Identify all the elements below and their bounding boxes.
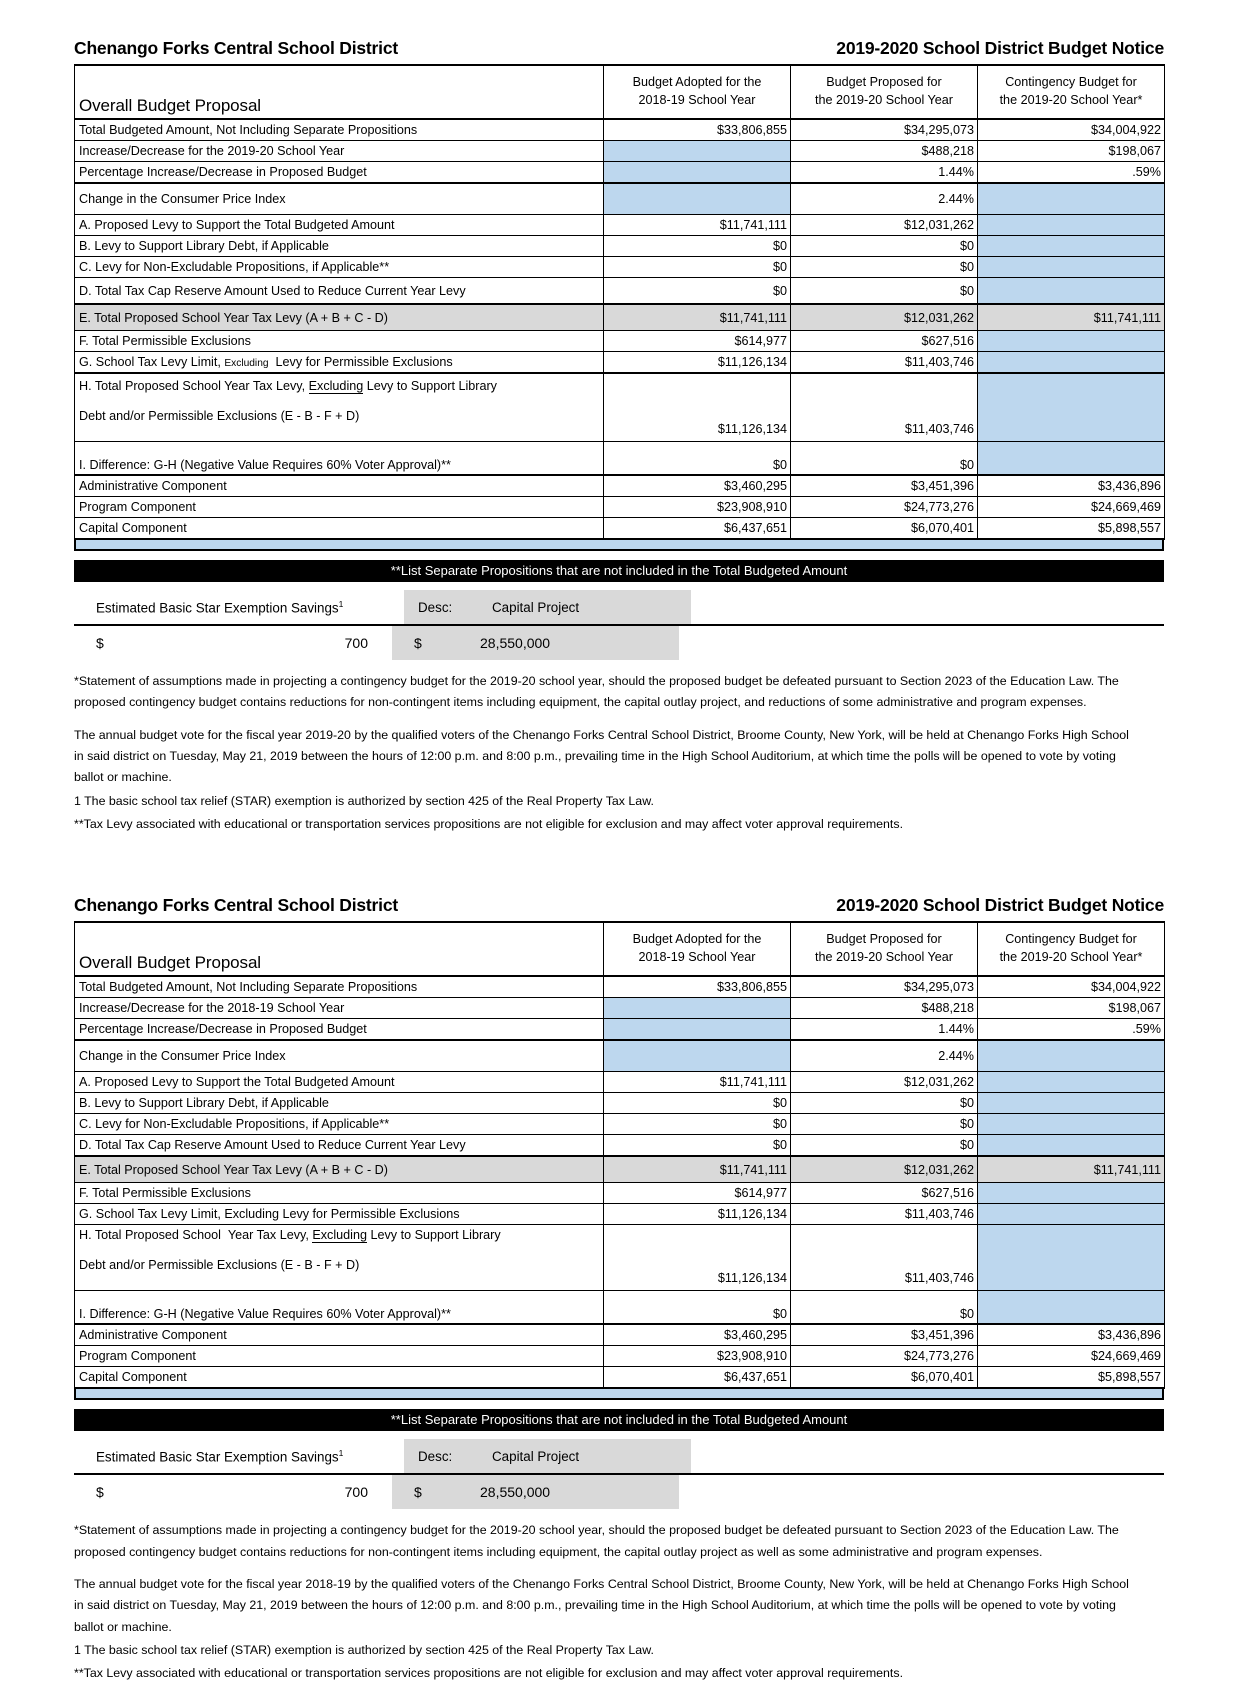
table-row [75, 1204, 1165, 1225]
row-value-adopted: $0 [604, 1093, 791, 1114]
row-value-adopted: $614,977 [604, 331, 791, 352]
row-value-proposed: 1.44% [791, 1019, 978, 1041]
star-amount-2: 700 [344, 1484, 368, 1501]
col-header-adopted [604, 65, 791, 119]
col-header-proposed-line1: Budget Proposed for [826, 75, 942, 90]
row-value-contingency [978, 236, 1165, 257]
table-row [75, 1346, 1165, 1367]
row-value-contingency: $198,067 [978, 141, 1165, 162]
table-row [75, 304, 1165, 331]
row-label: Capital Component [75, 518, 604, 540]
row-value-contingency [978, 1072, 1165, 1093]
table-row [75, 1324, 1165, 1346]
row-value-proposed: $488,218 [791, 141, 978, 162]
col-header-proposed [791, 65, 978, 119]
desc-amount: 28,550,000 [480, 635, 551, 651]
row-value-adopted [604, 998, 791, 1019]
row-value-proposed: $12,031,262 [791, 304, 978, 331]
row-value-proposed: $3,451,396 [791, 1324, 978, 1346]
budget-notice-section-1 [74, 38, 1164, 835]
row-value-adopted: $6,437,651 [604, 1367, 791, 1389]
desc-box-value-2 [392, 1475, 679, 1509]
row-label [75, 1225, 604, 1291]
row-value-contingency [978, 1093, 1165, 1114]
row-value-contingency [978, 1183, 1165, 1204]
col-header-adopted-2 [604, 922, 791, 976]
row-label: Increase/Decrease for the 2018-19 School Year [75, 998, 604, 1019]
row-value-contingency: $11,741,111 [978, 304, 1165, 331]
table-row [75, 1156, 1165, 1183]
row-value-proposed: $12,031,262 [791, 1072, 978, 1093]
row-value-contingency [978, 1114, 1165, 1135]
row-value-proposed: $6,070,401 [791, 1367, 978, 1389]
row-label: A. Proposed Levy to Support the Total Budgeted Amount [75, 1072, 604, 1093]
row-value-proposed: $11,403,746 [791, 1225, 978, 1291]
row-value-contingency [978, 278, 1165, 305]
table-row [75, 1019, 1165, 1041]
row-label: Administrative Component [75, 1324, 604, 1346]
row-value-adopted: $11,741,111 [604, 215, 791, 236]
row-value-contingency: $11,741,111 [978, 1156, 1165, 1183]
row-value-proposed: $12,031,262 [791, 1156, 978, 1183]
row-value-adopted: $3,460,295 [604, 475, 791, 497]
table-row [75, 1135, 1165, 1157]
row-label [75, 373, 604, 442]
star-footnote-marker: 1 [338, 598, 344, 609]
row-value-adopted: $11,741,111 [604, 1072, 791, 1093]
table-row [75, 257, 1165, 278]
row-label: Program Component [75, 497, 604, 518]
district-name: Chenango Forks Central School District [74, 38, 398, 58]
row-label-line2: Debt and/or Permissible Exclusions (E - B - F + D) [79, 1258, 360, 1273]
col-header-proposed-2 [791, 922, 978, 976]
row-value-adopted [604, 1040, 791, 1072]
notice-title: 2019-2020 School District Budget Notice [836, 38, 1164, 58]
propositions-header-row [74, 590, 1164, 626]
row-label: Percentage Increase/Decrease in Proposed Budget [75, 162, 604, 184]
row-value-adopted: $11,741,111 [604, 1156, 791, 1183]
row-value-adopted: $11,126,134 [604, 1225, 791, 1291]
desc-label-2: Desc: [418, 1448, 453, 1464]
row-value-adopted: $11,126,134 [604, 352, 791, 374]
table-row [75, 1183, 1165, 1204]
row-label-part-b: Levy for Permissible Exclusions [272, 355, 453, 369]
table-row [75, 162, 1165, 184]
row-value-adopted: $0 [604, 236, 791, 257]
budget-vote-paragraph-1: The annual budget vote for the fiscal year 2019-20 by the qualified voters of the Chenango Forks Central School District, Broome County, New York, will be held at Chenango Forks High School in said district on Tuesday, May 21, 2019 between the hours of 12:00 p.m. and 8:00 p.m., prevailing time in the High School Auditorium, at which time the polls will be opened to vote by voting ballot or machine. [74, 727, 1129, 785]
col-header-contingency [978, 65, 1165, 119]
row-value-proposed: 2.44% [791, 183, 978, 215]
row-value-proposed: $3,451,396 [791, 475, 978, 497]
row-value-contingency [978, 331, 1165, 352]
row-value-proposed: $0 [791, 1291, 978, 1325]
levy-footnote-2: **Tax Levy associated with educational or transportation services propositions are not eligible for exclusion and may affect voter approval requirements. [74, 1666, 904, 1681]
table-row [75, 475, 1165, 497]
desc-value: Capital Project [492, 599, 580, 615]
propositions-value-row [74, 626, 1164, 660]
row-value-adopted: $0 [604, 442, 791, 476]
table-row [75, 215, 1165, 236]
propositions-section-2 [74, 1439, 1164, 1509]
row-label-line2: Debt and/or Permissible Exclusions (E - B - F + D) [79, 409, 360, 423]
table-row [75, 183, 1165, 215]
propositions-section-1 [74, 590, 1164, 660]
col-header-proposed-2-line2: the 2019-20 School Year [815, 950, 953, 965]
overall-budget-proposal-header-2: Overall Budget Proposal [75, 922, 604, 976]
notice-title-2: 2019-2020 School District Budget Notice [836, 895, 1164, 916]
star-amount: 700 [344, 635, 368, 651]
table-footer-blue-strip-2 [74, 1389, 1164, 1400]
row-value-proposed: $0 [791, 257, 978, 278]
budget-notice-section-2 [74, 895, 1164, 1684]
row-label-line1: H. Total Proposed School Year Tax Levy, Excluding Levy to Support Library [79, 1228, 501, 1243]
row-value-adopted [604, 1019, 791, 1041]
row-value-contingency [978, 352, 1165, 374]
star-footnote-2: 1 The basic school tax relief (STAR) exemption is authorized by section 425 of the Real Property Tax Law. [74, 1642, 654, 1657]
row-value-contingency: $5,898,557 [978, 1367, 1165, 1389]
row-value-adopted: $11,126,134 [604, 1204, 791, 1225]
row-value-contingency [978, 1225, 1165, 1291]
row-value-proposed: $11,403,746 [791, 352, 978, 374]
row-value-contingency [978, 1040, 1165, 1072]
desc-box-value [392, 626, 679, 660]
row-value-adopted [604, 162, 791, 184]
row-value-contingency [978, 183, 1165, 215]
star-footnote-1: 1 The basic school tax relief (STAR) exemption is authorized by section 425 of the Real Property Tax Law. [74, 793, 654, 808]
row-label: G. School Tax Levy Limit, Excluding Levy for Permissible Exclusions [75, 1204, 604, 1225]
row-value-adopted: $0 [604, 1291, 791, 1325]
document-title-row-2 [74, 895, 1164, 916]
assumptions-paragraph-2: *Statement of assumptions made in projecting a contingency budget for the 2019-20 school year, should the proposed budget be defeated pursuant to Section 2023 of the Education Law. The proposed contingency budget contains reductions for non-contingent items including equipment, the capital outlay project as well as some administrative and program expenses. [74, 1523, 1119, 1559]
row-value-proposed: $24,773,276 [791, 1346, 978, 1367]
row-label: A. Proposed Levy to Support the Total Budgeted Amount [75, 215, 604, 236]
propositions-value-row-2 [74, 1475, 1164, 1509]
overall-budget-proposal-header: Overall Budget Proposal [75, 65, 604, 119]
star-dollar-sign: $ [96, 635, 104, 651]
row-value-contingency [978, 215, 1165, 236]
col-header-contingency-line2: the 2019-20 School Year* [999, 93, 1143, 107]
row-label [75, 352, 604, 374]
row-value-contingency: $3,436,896 [978, 475, 1165, 497]
row-label: F. Total Permissible Exclusions [75, 331, 604, 352]
document-title-row [74, 38, 1164, 59]
row-value-contingency: .59% [978, 1019, 1165, 1041]
row-label: Program Component [75, 1346, 604, 1367]
row-label: Change in the Consumer Price Index [75, 1040, 604, 1072]
budget-table-2 [74, 921, 1165, 1389]
row-value-contingency [978, 442, 1165, 476]
row-label: B. Levy to Support Library Debt, if Applicable [75, 1093, 604, 1114]
row-label-line1: H. Total Proposed School Year Tax Levy, Excluding Levy to Support Library [79, 379, 497, 393]
table-row [75, 998, 1165, 1019]
row-value-adopted: $6,437,651 [604, 518, 791, 540]
table-row [75, 1367, 1165, 1389]
desc-amount-2: 28,550,000 [480, 1484, 551, 1501]
row-value-adopted: $0 [604, 1114, 791, 1135]
row-label: F. Total Permissible Exclusions [75, 1183, 604, 1204]
row-label: C. Levy for Non-Excludable Propositions, if Applicable** [75, 257, 604, 278]
table-row [75, 1040, 1165, 1072]
col-header-adopted-2-line2: 2018-19 School Year [638, 950, 756, 965]
row-label: D. Total Tax Cap Reserve Amount Used to Reduce Current Year Levy [75, 1135, 604, 1157]
row-value-adopted: $0 [604, 257, 791, 278]
table-row [75, 1093, 1165, 1114]
row-value-contingency: $198,067 [978, 998, 1165, 1019]
budget-table-1 [74, 64, 1165, 540]
row-value-contingency: .59% [978, 162, 1165, 184]
row-value-proposed: 1.44% [791, 162, 978, 184]
table-row [75, 1114, 1165, 1135]
row-label: Total Budgeted Amount, Not Including Separate Propositions [75, 976, 604, 998]
table-row [75, 1225, 1165, 1291]
row-label: I. Difference: G-H (Negative Value Requires 60% Voter Approval)** [75, 442, 604, 476]
star-dollar-sign-2: $ [96, 1484, 104, 1501]
row-value-adopted: $0 [604, 278, 791, 305]
desc-box-header-2 [404, 1439, 691, 1473]
table-row [75, 442, 1165, 476]
row-value-contingency: $24,669,469 [978, 497, 1165, 518]
col-header-contingency-2-line2: the 2019-20 School Year* [999, 950, 1143, 965]
row-value-proposed: $627,516 [791, 331, 978, 352]
row-value-proposed: $488,218 [791, 998, 978, 1019]
table-row [75, 331, 1165, 352]
row-value-adopted: $614,977 [604, 1183, 791, 1204]
desc-value-2: Capital Project [492, 1448, 580, 1464]
row-value-proposed: $11,403,746 [791, 373, 978, 442]
row-value-contingency: $34,004,922 [978, 119, 1165, 141]
row-label: Change in the Consumer Price Index [75, 183, 604, 215]
table-row [75, 141, 1165, 162]
row-value-proposed: $11,403,746 [791, 1204, 978, 1225]
desc-label: Desc: [418, 599, 453, 615]
row-label: Percentage Increase/Decrease in Proposed Budget [75, 1019, 604, 1041]
row-value-proposed: $0 [791, 278, 978, 305]
table-row [75, 518, 1165, 540]
district-name-2: Chenango Forks Central School District [74, 895, 398, 916]
row-value-adopted: $33,806,855 [604, 119, 791, 141]
table-footer-blue-strip [74, 540, 1164, 551]
row-value-adopted: $3,460,295 [604, 1324, 791, 1346]
desc-dollar-sign-2: $ [414, 1484, 422, 1501]
table-header-row-2 [75, 922, 1165, 976]
row-label: I. Difference: G-H (Negative Value Requires 60% Voter Approval)** [75, 1291, 604, 1325]
row-value-adopted: $0 [604, 1135, 791, 1157]
row-value-adopted [604, 183, 791, 215]
row-value-adopted: $33,806,855 [604, 976, 791, 998]
separate-propositions-banner-2: **List Separate Propositions that are not included in the Total Budgeted Amount [74, 1409, 1164, 1431]
row-value-contingency: $24,669,469 [978, 1346, 1165, 1367]
propositions-header-row-2 [74, 1439, 1164, 1475]
row-value-adopted: $11,741,111 [604, 304, 791, 331]
row-value-proposed: $12,031,262 [791, 215, 978, 236]
row-value-adopted: $23,908,910 [604, 1346, 791, 1367]
row-value-proposed: $0 [791, 1135, 978, 1157]
row-value-contingency [978, 257, 1165, 278]
col-header-contingency-line1: Contingency Budget for [1005, 75, 1137, 90]
row-label: E. Total Proposed School Year Tax Levy (A + B + C - D) [75, 1156, 604, 1183]
star-footnote-marker-2: 1 [338, 1448, 344, 1459]
row-value-contingency: $3,436,896 [978, 1324, 1165, 1346]
row-label: Administrative Component [75, 475, 604, 497]
row-label: D. Total Tax Cap Reserve Amount Used to Reduce Current Year Levy [75, 278, 604, 305]
row-value-contingency [978, 1135, 1165, 1157]
col-header-proposed-line2: the 2019-20 School Year [815, 93, 953, 107]
row-value-proposed: $0 [791, 236, 978, 257]
row-label-excluding-underlined: Excluding [308, 379, 364, 393]
table-row [75, 119, 1165, 141]
row-label: Capital Component [75, 1367, 604, 1389]
table-row [75, 236, 1165, 257]
row-value-proposed: $0 [791, 1114, 978, 1135]
row-label: Increase/Decrease for the 2019-20 School Year [75, 141, 604, 162]
table-row [75, 1072, 1165, 1093]
desc-dollar-sign: $ [414, 635, 422, 651]
row-value-proposed: $34,295,073 [791, 976, 978, 998]
row-value-contingency [978, 373, 1165, 442]
row-value-proposed: $627,516 [791, 1183, 978, 1204]
row-value-adopted: $23,908,910 [604, 497, 791, 518]
levy-footnote-1: **Tax Levy associated with educational or transportation services propositions are not eligible for exclusion and may affect voter approval requirements. [74, 816, 904, 831]
budget-vote-paragraph-2: The annual budget vote for the fiscal year 2018-19 by the qualified voters of the Chenango Forks Central School District, Broome County, New York, will be held at Chenango Forks High School in said district on Tuesday, May 21, 2019 between the hours of 12:00 p.m. and 8:00 p.m., prevailing time in the High School Auditorium, at which time the polls will be opened to vote by voting ballot or machine. [74, 1576, 1129, 1634]
table-row [75, 352, 1165, 374]
row-value-proposed: $6,070,401 [791, 518, 978, 540]
table-row [75, 373, 1165, 442]
col-header-proposed-2-line1: Budget Proposed for [826, 932, 942, 947]
row-label: Total Budgeted Amount, Not Including Separate Propositions [75, 119, 604, 141]
separate-propositions-banner: **List Separate Propositions that are not included in the Total Budgeted Amount [74, 560, 1164, 582]
row-value-contingency [978, 1291, 1165, 1325]
row-value-proposed: $0 [791, 442, 978, 476]
table-row [75, 278, 1165, 305]
row-label: B. Levy to Support Library Debt, if Applicable [75, 236, 604, 257]
col-header-adopted-line1: Budget Adopted for the [632, 75, 762, 90]
table-row [75, 1291, 1165, 1325]
row-label: E. Total Proposed School Year Tax Levy (A + B + C - D) [75, 304, 604, 331]
row-value-proposed: 2.44% [791, 1040, 978, 1072]
row-label: C. Levy for Non-Excludable Propositions, if Applicable** [75, 1114, 604, 1135]
desc-box-header [404, 590, 691, 624]
row-label-excluding-smallcaps: Excluding [224, 358, 269, 369]
col-header-contingency-2 [978, 922, 1165, 976]
row-value-contingency [978, 1204, 1165, 1225]
row-value-proposed: $34,295,073 [791, 119, 978, 141]
col-header-adopted-2-line1: Budget Adopted for the [632, 932, 762, 947]
row-value-proposed: $0 [791, 1093, 978, 1114]
table-row [75, 976, 1165, 998]
table-header-row [75, 65, 1165, 119]
assumptions-paragraph-1: *Statement of assumptions made in projecting a contingency budget for the 2019-20 school year, should the proposed budget be defeated pursuant to Section 2023 of the Education Law. The proposed contingency budget contains reductions for non-contingent items including equipment, the capital outlay project, and reductions of some administrative and program expenses. [74, 674, 1119, 710]
table-row [75, 497, 1165, 518]
row-value-contingency: $5,898,557 [978, 518, 1165, 540]
col-header-contingency-2-line1: Contingency Budget for [1005, 932, 1137, 947]
row-label-excluding-underlined: Excluding [312, 1228, 367, 1243]
row-value-adopted: $11,126,134 [604, 373, 791, 442]
row-value-adopted [604, 141, 791, 162]
star-exemption-label: Estimated Basic Star Exemption Savings$^1$ [96, 598, 344, 616]
col-header-adopted-line2: 2018-19 School Year [638, 93, 756, 107]
row-value-contingency: $34,004,922 [978, 976, 1165, 998]
star-exemption-label-2: Estimated Basic Star Exemption Savings$^1$ [96, 1448, 344, 1465]
row-label-part-a: G. School Tax Levy Limit, [79, 355, 221, 369]
row-value-proposed: $24,773,276 [791, 497, 978, 518]
